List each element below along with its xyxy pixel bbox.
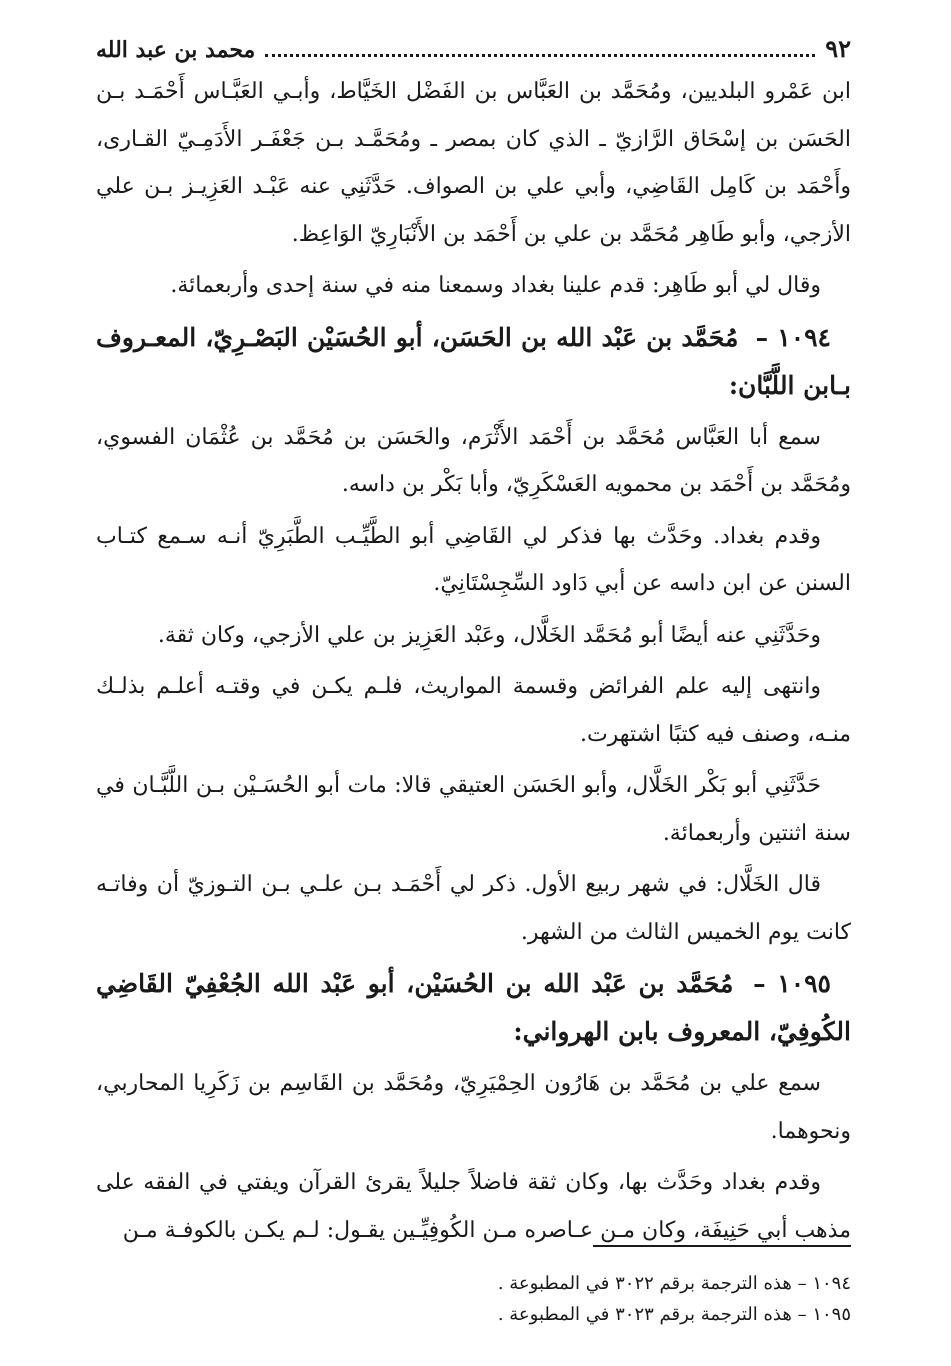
entry-title: مُحَمَّد بن عَبْد الله بن الحَسَن، أبو الحُسَيْن البَصْـرِيّ، المعـروف بـابن اللَّبَّان: <box>96 322 851 400</box>
header-dot-leader <box>265 53 815 57</box>
entry-number: ١٠٩٤ – <box>755 322 831 352</box>
paragraph: حَدَّثَنِي أبو بَكْر الخَلَّال، وأبو الحَسَن العتيقي قالا: مات أبو الحُسَـيْن بـن اللَّبَّـان في سنة اثنتين وأربعمائة. <box>96 773 851 846</box>
paragraph: قال الخَلَّال: في شهر ربيع الأول. ذكر لي أَحْمَـد بـن علـي بـن التـوزيّ أن وفاتـه كانت يوم الخميس الثالث من الشهر. <box>96 872 851 945</box>
running-title: محمد بن عبد الله <box>96 37 256 63</box>
paragraph: سمع علي بن مُحَمَّد بن هَارُون الحِمْيَرِيّ، ومُحَمَّد بن القَاسِم بن زَكَرِيا المحاربي، ونحوهما. <box>96 1071 851 1144</box>
entry-heading-1094 <box>96 314 851 410</box>
paragraph: وقال لي أبو طَاهِر: قدم علينا بغداد وسمعنا منه في سنة إحدى وأربعمائة. <box>170 273 821 298</box>
footnotes <box>96 1268 851 1330</box>
paragraph: وحَدَّثَنِي عنه أيضًا أبو مُحَمَّد الخَلَّال، وعَبْد العَزِيز بن علي الأزجي، وكان ثقة. <box>157 622 821 648</box>
page-header <box>96 32 851 68</box>
entry-title: مُحَمَّد بن عَبْد الله بن الحُسَيْن، أبو عَبْد الله الجُعْفِيّ القَاضِي الكُوفِيّ، المعروف بابن الهرواني: <box>96 969 851 1046</box>
page-number: ٩٢ <box>825 34 851 63</box>
entry-number: ١٠٩٥ – <box>753 969 831 998</box>
footnote-separator <box>593 1245 851 1247</box>
paragraph: وقدم بغداد وحَدَّث بها، وكان ثقة فاضلاً جليلاً يقرئ القرآن ويفتي في الفقه على مذهب أبي حَنِيفَة، وكان مـن عـاصره مـن الكُوفِيِّـين يقـول: لـم يكـن بالكوفـة مـن <box>96 1170 851 1243</box>
paragraph-continuation: ابن عَمْرو البلديين، ومُحَمَّد بن العَبَّاس بن الفَضْل الخَيَّاط، وأبـي العَبَّـاس أَحْمَـد بـن الحَسَن بن إسْحَاق الرَّازيّ ـ الذي كان بمصر ـ ومُحَمَّـد بـن جَعْفَـر الأَدَمِـيّ القـارى، وأَحْمَد بن كَامِل القَاضِي، وأبي علي بن الصواف. حَدَّثَنِي عنه عَبْـد العَزِيـز بـن علي الأزجي، وأبو طَاهِر مُحَمَّد بن علي بن أَحْمَد بن الأَنْبَارِيّ الوَاعِظ. <box>96 79 851 247</box>
paragraph: وقدم بغداد. وحَدَّث بها فذكر لي القَاضِي أبو الطَّيِّـب الطَّبَرِيّ أنـه سـمع كتـاب السنن عن ابن داسه عن أبي دَاود السِّجِسْتَانِيّ. <box>96 523 851 596</box>
footnote: ١٠٩٤ – هذه الترجمة برقم ٣٠٢٢ في المطبوعة . <box>497 1273 851 1294</box>
paragraph: سمع أبا العَبَّاس مُحَمَّد بن أَحْمَد الأَثْرَم، والحَسَن بن مُحَمَّد بن عُثْمَان الفسوي، ومُحَمَّد بن أَحْمَد بن محمويه العَسْكَرِيّ، وأبا بَكْر بن داسه. <box>96 424 851 497</box>
footnote: ١٠٩٥ – هذه الترجمة برقم ٣٠٢٣ في المطبوعة . <box>497 1304 851 1325</box>
paragraph: وانتهى إليه علم الفرائض وقسمة المواريث، فلـم يكـن في وقتـه أعلـم بذلـك منـه، وصنف فيه كتبًا اشتهرت. <box>96 674 851 747</box>
book-page <box>96 32 851 1346</box>
entry-heading-1095 <box>96 960 851 1056</box>
